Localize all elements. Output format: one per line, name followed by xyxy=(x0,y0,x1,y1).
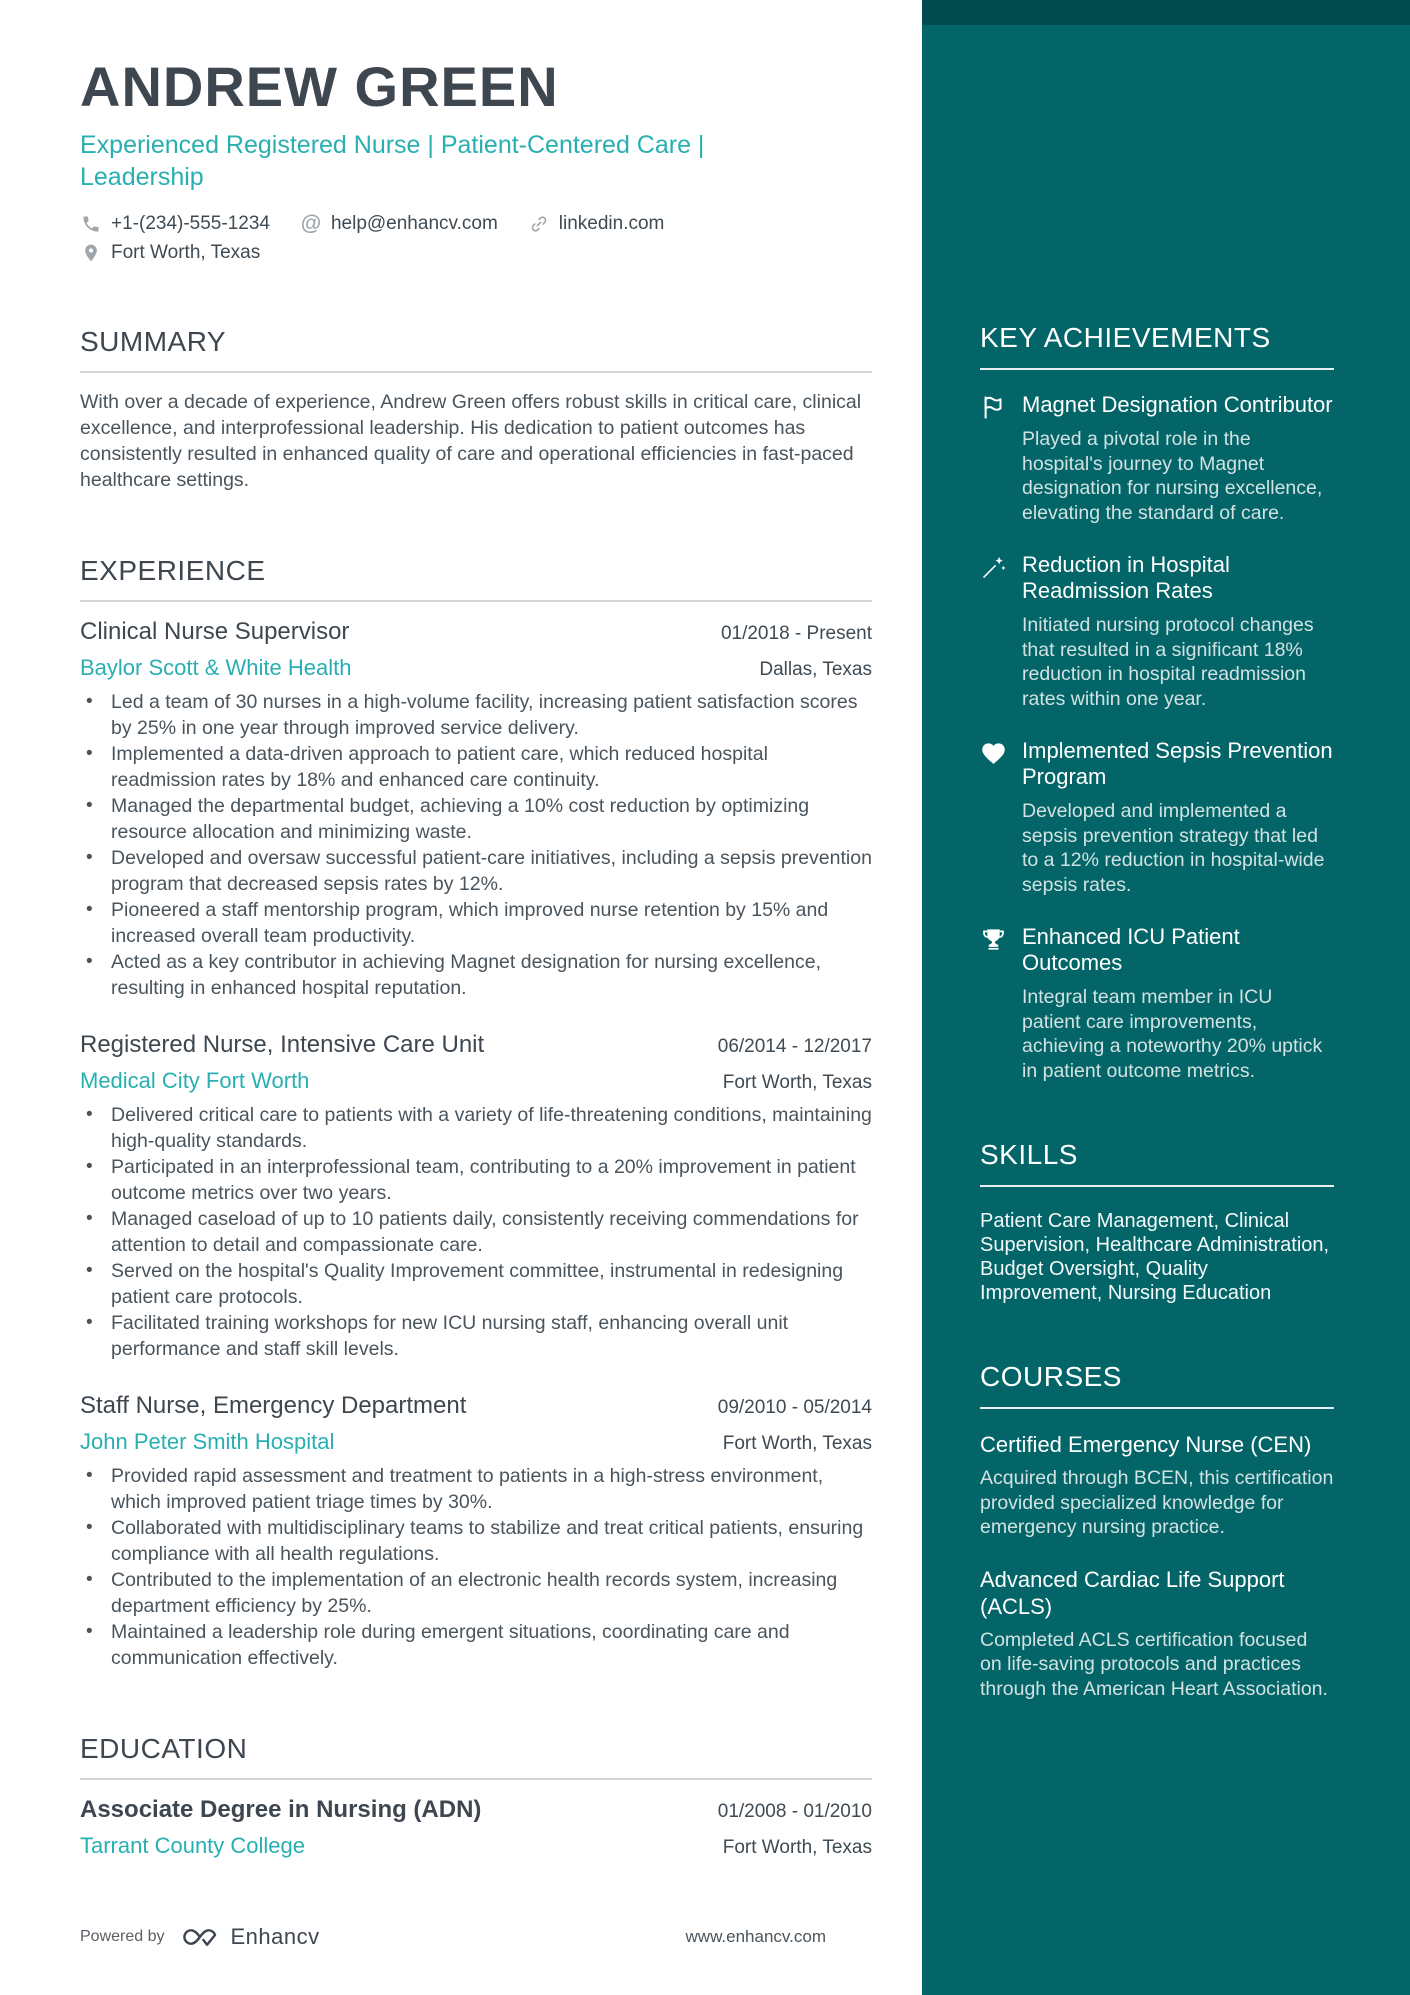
location-text: Fort Worth, Texas xyxy=(111,242,261,263)
education-heading: EDUCATION xyxy=(80,1733,872,1780)
location-pin-icon xyxy=(80,242,102,264)
phone-number: +1-(234)-555-1234 xyxy=(111,213,270,234)
job-bullets xyxy=(80,1463,872,1671)
footer-website[interactable]: www.enhancv.com xyxy=(685,1927,826,1946)
bullet-item: • Provided rapid assessment and treatment to patients in a high-stress environment, which improved patient triage times by 30%. xyxy=(80,1463,872,1515)
sidebar xyxy=(922,0,1410,1995)
education-section xyxy=(80,1733,872,1859)
achievement-description: Played a pivotal role in the hospital's journey to Magnet designation for nursing excellence, elevating the standard of care. xyxy=(1022,428,1323,524)
at-icon: @ xyxy=(300,212,322,235)
job-dates: 09/2010 - 05/2014 xyxy=(717,1397,872,1418)
achievement-title: Reduction in Hospital Readmission Rates xyxy=(1022,552,1230,603)
course-description: Completed ACLS certification focused on life-saving protocols and practices through the American Heart Association. xyxy=(980,1628,1328,1700)
experience-section xyxy=(80,555,872,1671)
bullet-item: • Contributed to the implementation of an electronic health records system, increasing department efficiency by 25%. xyxy=(80,1567,872,1619)
job-entry xyxy=(80,1031,872,1362)
education-location: Fort Worth, Texas xyxy=(722,1837,872,1858)
bullet-item: • Delivered critical care to patients with a variety of life-threatening conditions, maintaining high-quality standards. xyxy=(80,1102,872,1154)
bullet-item: • Implemented a data-driven approach to patient care, which reduced hospital readmission rates by 18% and enhanced care continuity. xyxy=(80,741,872,793)
enhancv-brand[interactable] xyxy=(181,1923,320,1951)
achievement-item xyxy=(980,552,1334,711)
course-title: Certified Emergency Nurse (CEN) xyxy=(980,1432,1312,1457)
footer xyxy=(80,1923,872,1951)
achievement-item xyxy=(980,392,1334,525)
job-title: Staff Nurse, Emergency Department xyxy=(80,1392,467,1419)
powered-by-label: Powered by xyxy=(80,1928,165,1945)
job-company: Baylor Scott & White Health xyxy=(80,655,352,680)
course-title: Advanced Cardiac Life Support (ACLS) xyxy=(980,1566,1285,1619)
bullet-item: • Led a team of 30 nurses in a high-volume facility, increasing patient satisfaction scores by 25% in one year through improved service delivery. xyxy=(80,689,872,741)
main-column xyxy=(80,0,872,1859)
bullet-item: • Served on the hospital's Quality Improvement committee, instrumental in redesigning patient care protocols. xyxy=(80,1258,872,1310)
job-location: Dallas, Texas xyxy=(759,659,872,680)
job-company: John Peter Smith Hospital xyxy=(80,1429,335,1454)
job-dates: 06/2014 - 12/2017 xyxy=(717,1036,872,1057)
achievement-item xyxy=(980,924,1334,1083)
achievement-description: Integral team member in ICU patient care improvements, achieving a noteworthy 20% uptick in patient outcome metrics. xyxy=(1022,986,1323,1082)
contact-block xyxy=(80,213,872,264)
key-achievements-section xyxy=(980,322,1334,1083)
course-item xyxy=(980,1431,1334,1540)
summary-section xyxy=(80,326,872,493)
job-entry xyxy=(80,1392,872,1671)
course-description: Acquired through BCEN, this certification provided specialized knowledge for emergency nursing practice. xyxy=(980,1467,1334,1538)
enhancv-logo-icon xyxy=(181,1923,221,1951)
enhancv-brand-name[interactable]: Enhancv xyxy=(230,1924,320,1949)
job-bullets xyxy=(80,1102,872,1362)
achievement-title: Implemented Sepsis Prevention Program xyxy=(1022,738,1333,789)
website-url[interactable]: linkedin.com xyxy=(558,213,665,234)
achievement-description: Developed and implemented a sepsis prevention strategy that led to a 12% reduction in hospital-wide sepsis rates. xyxy=(1022,800,1325,896)
location-contact xyxy=(80,242,260,264)
skills-heading: SKILLS xyxy=(980,1139,1334,1187)
email-address[interactable]: help@enhancv.com xyxy=(330,213,498,234)
job-location: Fort Worth, Texas xyxy=(722,1072,872,1093)
achievement-title: Magnet Designation Contributor xyxy=(1022,392,1333,417)
bullet-item: • Pioneered a staff mentorship program, which improved nurse retention by 15% and increased overall team productivity. xyxy=(80,897,872,949)
website-contact[interactable] xyxy=(528,213,665,235)
job-bullets xyxy=(80,689,872,1001)
course-item xyxy=(980,1566,1334,1702)
phone-contact xyxy=(80,213,270,235)
job-title: Registered Nurse, Intensive Care Unit xyxy=(80,1031,485,1058)
job-location: Fort Worth, Texas xyxy=(722,1433,872,1454)
bullet-item: • Managed the departmental budget, achieving a 10% cost reduction by optimizing resource allocation and minimizing waste. xyxy=(80,793,872,845)
bullet-item: • Collaborated with multidisciplinary teams to stabilize and treat critical patients, ensuring compliance with all health regulations. xyxy=(80,1515,872,1567)
key-achievements-heading: KEY ACHIEVEMENTS xyxy=(980,322,1334,370)
trophy-icon xyxy=(980,926,1008,954)
link-icon xyxy=(528,213,550,235)
achievement-title: Enhanced ICU Patient Outcomes xyxy=(1022,924,1240,975)
flag-icon xyxy=(980,394,1008,422)
courses-heading: COURSES xyxy=(980,1361,1334,1409)
education-degree: Associate Degree in Nursing (ADN) xyxy=(80,1796,482,1823)
summary-heading: SUMMARY xyxy=(80,326,872,373)
sidebar-top-strip xyxy=(922,0,1410,25)
achievement-item xyxy=(980,738,1334,897)
summary-text: With over a decade of experience, Andrew Green offers robust skills in critical care, clinical excellence, and interprofessional leadership. His dedication to patient outcomes has consistently resulted in enhanced quality of care and operational efficiencies in fast-paced healthcare settings. xyxy=(80,391,862,491)
job-entry xyxy=(80,618,872,1001)
job-dates: 01/2018 - Present xyxy=(720,623,872,644)
bullet-item: • Facilitated training workshops for new ICU nursing staff, enhancing overall unit performance and staff skill levels. xyxy=(80,1310,872,1362)
bullet-item: • Participated in an interprofessional team, contributing to a 20% improvement in patient outcome metrics over two years. xyxy=(80,1154,872,1206)
heart-icon xyxy=(980,740,1008,768)
job-title: Clinical Nurse Supervisor xyxy=(80,618,350,645)
candidate-name: ANDREW GREEN xyxy=(80,55,559,118)
education-dates: 01/2008 - 01/2010 xyxy=(717,1801,872,1822)
candidate-headline: Experienced Registered Nurse | Patient-Centered Care | Leadership xyxy=(80,131,705,191)
job-company: Medical City Fort Worth xyxy=(80,1068,310,1093)
email-contact[interactable] xyxy=(300,213,498,235)
magic-wand-icon xyxy=(980,554,1008,582)
courses-section xyxy=(980,1361,1334,1701)
skills-section xyxy=(980,1139,1334,1305)
bullet-item: • Developed and oversaw successful patient-care initiatives, including a sepsis prevention program that decreased sepsis rates by 12%. xyxy=(80,845,872,897)
bullet-item: • Maintained a leadership role during emergent situations, coordinating care and communication effectively. xyxy=(80,1619,872,1671)
phone-icon xyxy=(80,213,102,235)
skills-list: Patient Care Management, Clinical Supervision, Healthcare Administration, Budget Oversight, Quality Improvement, Nursing Education xyxy=(980,1210,1330,1304)
experience-heading: EXPERIENCE xyxy=(80,555,872,602)
bullet-item: • Acted as a key contributor in achieving Magnet designation for nursing excellence, resulting in enhanced hospital reputation. xyxy=(80,949,872,1001)
bullet-item: • Managed caseload of up to 10 patients daily, consistently receiving commendations for attention to detail and compassionate care. xyxy=(80,1206,872,1258)
education-school: Tarrant County College xyxy=(80,1833,306,1858)
achievement-description: Initiated nursing protocol changes that resulted in a significant 18% reduction in hospital readmission rates within one year. xyxy=(1022,614,1314,710)
